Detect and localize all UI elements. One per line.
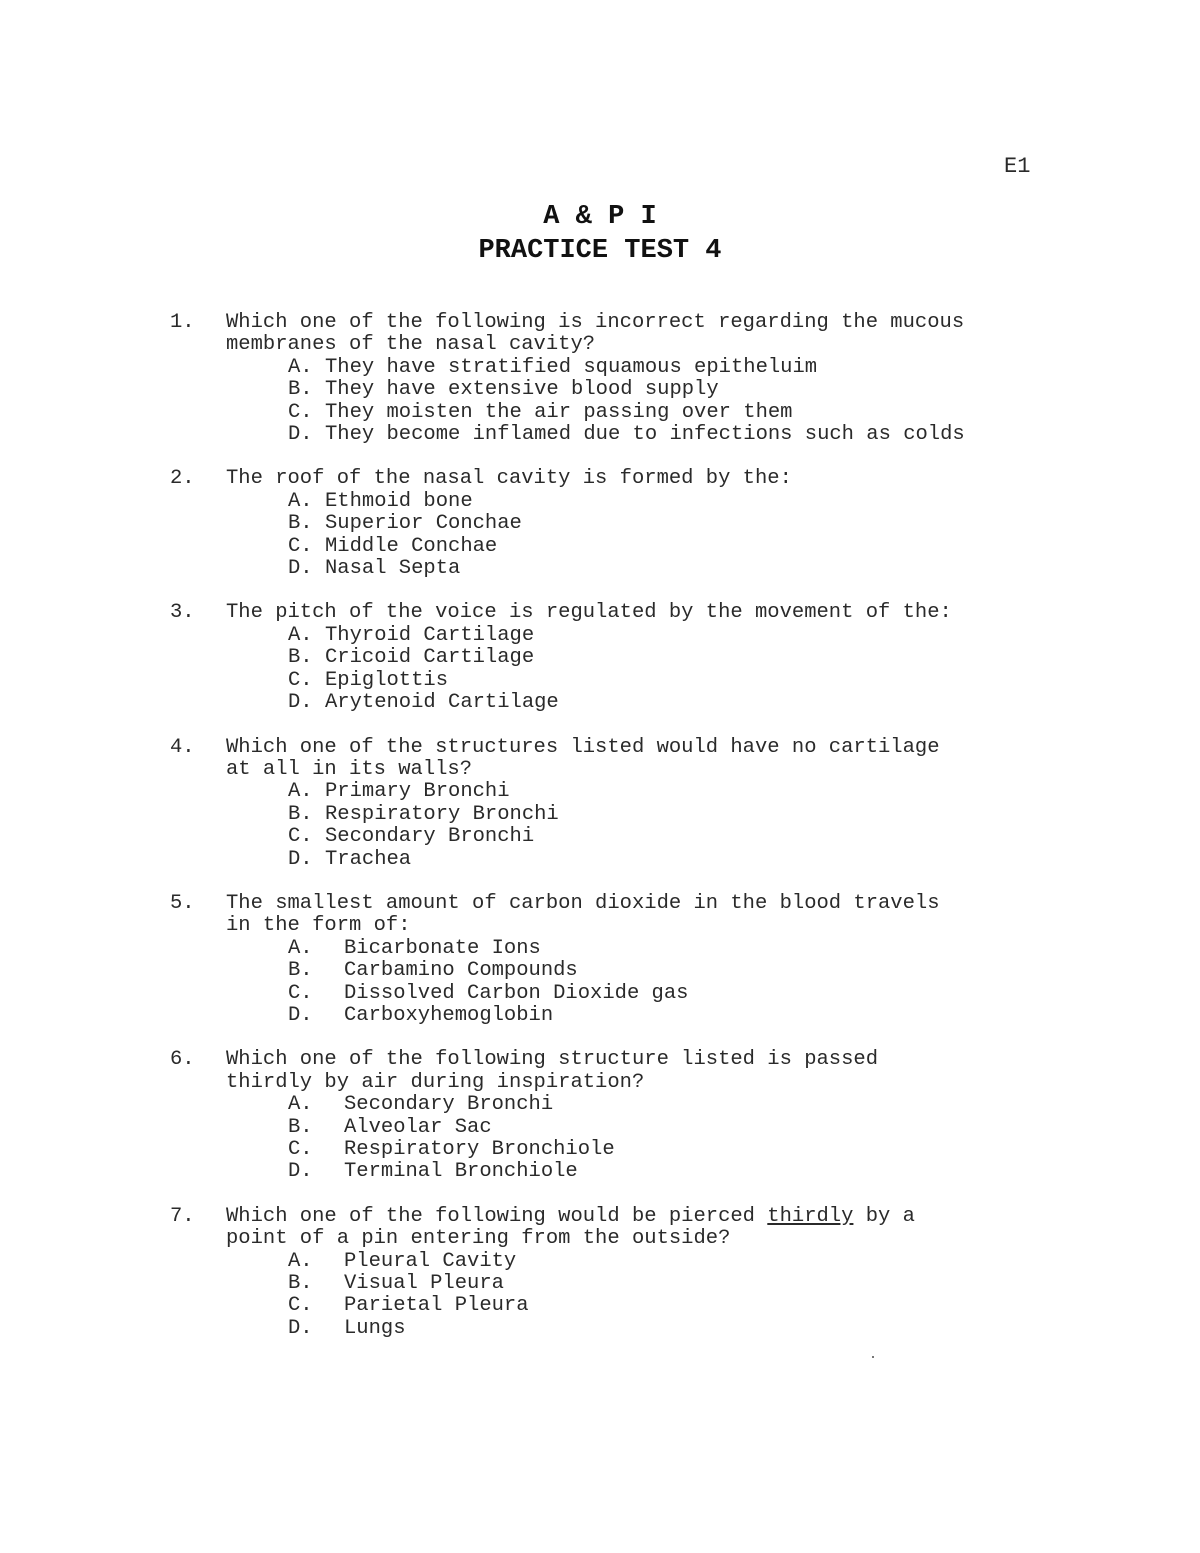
option-letter: C. [288, 1138, 313, 1161]
question-text-line: Which one of the following is incorrect regarding the mucous [226, 311, 965, 334]
option-letter: D. [288, 1160, 313, 1184]
title-line-2: PRACTICE TEST 4 [478, 236, 722, 266]
option-letter: C. [288, 1294, 313, 1318]
answer-option-b [288, 1117, 1070, 1139]
answer-options [288, 357, 1070, 447]
answer-option-a [288, 1251, 1070, 1273]
question-6 [170, 1049, 1070, 1183]
question-text-line: The roof of the nasal cavity is formed by the: [226, 467, 792, 491]
option-text: Trachea [325, 847, 412, 871]
option-letter: D. [288, 557, 313, 581]
option-text: Nasal Septa [325, 557, 461, 581]
option-text: Epiglottis [325, 668, 449, 692]
option-text: Thyroid Cartilage [325, 623, 535, 647]
option-letter: D. [288, 423, 313, 447]
answer-option-b [288, 960, 1070, 982]
option-text: They have stratified squamous epitheluim [325, 355, 818, 379]
option-letter: D. [288, 1003, 313, 1027]
option-text: Carboxyhemoglobin [344, 1003, 554, 1027]
option-letter: C. [288, 400, 313, 424]
option-letter: B. [288, 1115, 313, 1139]
question-text-part: Which one of the following would be pierced [226, 1204, 768, 1228]
option-letter: B. [288, 378, 313, 402]
answer-option-c [288, 1295, 1070, 1317]
answer-option-d [288, 692, 1070, 714]
option-text: Cricoid Cartilage [325, 646, 535, 670]
answer-option-b [288, 1273, 1070, 1295]
question-3 [170, 602, 1070, 714]
question-text-line: point of a pin entering from the outside? [226, 1227, 731, 1251]
option-letter: A. [288, 1249, 313, 1273]
question-number: 2. [170, 467, 195, 491]
option-letter: B. [288, 646, 313, 670]
question-number: 5. [170, 891, 195, 915]
question-text-line: membranes of the nasal cavity? [226, 333, 596, 357]
answer-option-b [288, 804, 1070, 826]
option-letter: A. [288, 780, 313, 804]
answer-option-c [288, 1139, 1070, 1161]
option-text: They have extensive blood supply [325, 378, 719, 402]
option-letter: D. [288, 1316, 313, 1340]
option-text: Ethmoid bone [325, 489, 473, 513]
option-text: Superior Conchae [325, 512, 522, 536]
answer-option-c [288, 983, 1070, 1005]
answer-option-b [288, 379, 1070, 401]
option-text: Secondary Bronchi [325, 825, 535, 849]
option-text: Middle Conchae [325, 534, 498, 558]
question-5 [170, 893, 1070, 1027]
question-text-line: at all in its walls? [226, 757, 473, 781]
option-text: Pleural Cavity [344, 1249, 517, 1273]
answer-option-d [288, 1005, 1070, 1027]
question-number: 3. [170, 601, 195, 625]
option-text: Bicarbonate Ions [344, 936, 541, 960]
answer-option-c [288, 670, 1070, 692]
answer-option-d [288, 424, 1070, 446]
answer-options [288, 781, 1070, 871]
option-text: Parietal Pleura [344, 1294, 529, 1318]
question-text-line: Which one of the structures listed would have no cartilage [226, 735, 940, 759]
answer-option-c [288, 536, 1070, 558]
answer-option-a [288, 357, 1070, 379]
question-text-line [226, 1206, 915, 1228]
question-text-line: thirdly by air during inspiration? [226, 1070, 645, 1094]
question-number: 4. [170, 735, 195, 759]
answer-options [288, 625, 1070, 715]
option-text: Visual Pleura [344, 1272, 504, 1296]
option-text: Terminal Bronchiole [344, 1160, 578, 1184]
answer-option-c [288, 402, 1070, 424]
title-line-1: A & P I [543, 202, 657, 232]
question-text-line: in the form of: [226, 914, 411, 938]
answer-option-b [288, 647, 1070, 669]
option-text: Secondary Bronchi [344, 1093, 554, 1117]
answer-option-a [288, 781, 1070, 803]
option-letter: D. [288, 847, 313, 871]
answer-options [288, 491, 1070, 581]
option-letter: C. [288, 825, 313, 849]
answer-option-d [288, 1161, 1070, 1183]
question-text-line: The pitch of the voice is regulated by the movement of the: [226, 601, 952, 625]
scan-speck [872, 1356, 874, 1358]
option-text: Respiratory Bronchiole [344, 1138, 615, 1161]
option-letter: A. [288, 489, 313, 513]
option-letter: B. [288, 512, 313, 536]
answer-options [288, 938, 1070, 1028]
question-1 [170, 312, 1070, 446]
answer-option-a [288, 625, 1070, 647]
option-letter: B. [288, 802, 313, 826]
answer-option-b [288, 513, 1070, 535]
answer-option-d [288, 1318, 1070, 1340]
question-4 [170, 737, 1070, 871]
document-title [0, 200, 1200, 268]
option-letter: D. [288, 691, 313, 715]
option-text: Arytenoid Cartilage [325, 691, 559, 715]
option-letter: A. [288, 936, 313, 960]
question-number: 7. [170, 1204, 195, 1228]
option-letter: C. [288, 534, 313, 558]
option-letter: B. [288, 959, 313, 983]
answer-option-d [288, 849, 1070, 871]
option-text: Dissolved Carbon Dioxide gas [344, 981, 689, 1005]
option-text: Respiratory Bronchi [325, 802, 559, 826]
answer-option-c [288, 826, 1070, 848]
question-number: 1. [170, 311, 195, 334]
question-list [170, 312, 1070, 1362]
option-letter: A. [288, 355, 313, 379]
answer-options [288, 1251, 1070, 1341]
page-number: E1 [1004, 154, 1031, 179]
answer-option-d [288, 558, 1070, 580]
option-text: Lungs [344, 1316, 406, 1340]
option-text: They become inflamed due to infections such as colds [325, 423, 965, 447]
question-7 [170, 1206, 1070, 1340]
option-letter: A. [288, 623, 313, 647]
question-2 [170, 468, 1070, 580]
answer-option-a [288, 938, 1070, 960]
option-text: Primary Bronchi [325, 780, 510, 804]
option-text: Carbamino Compounds [344, 959, 578, 983]
question-text-part: by a [853, 1204, 915, 1228]
option-letter: C. [288, 981, 313, 1005]
option-letter: C. [288, 668, 313, 692]
option-text: Alveolar Sac [344, 1115, 492, 1139]
option-text: They moisten the air passing over them [325, 400, 793, 424]
question-number: 6. [170, 1048, 195, 1072]
option-letter: A. [288, 1093, 313, 1117]
question-text-line: The smallest amount of carbon dioxide in the blood travels [226, 891, 940, 915]
answer-option-a [288, 1094, 1070, 1116]
answer-options [288, 1094, 1070, 1184]
question-text-line: Which one of the following structure listed is passed [226, 1048, 879, 1072]
option-letter: B. [288, 1272, 313, 1296]
underlined-word: thirdly [767, 1204, 854, 1228]
answer-option-a [288, 491, 1070, 513]
